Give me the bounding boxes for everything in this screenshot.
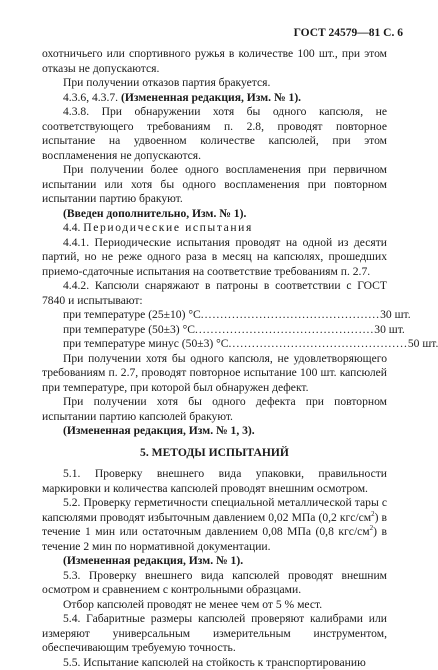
- temperature-row: [42, 337, 387, 352]
- temperature-row: [42, 323, 387, 338]
- subsection-title-4-4: [42, 221, 387, 236]
- section-title: 5. МЕТОДЫ ИСПЫТАНИЙ: [42, 446, 387, 461]
- amendment-note: (Измененная редакция, Изм. № 1, 3).: [42, 424, 387, 439]
- quantity-value: 30 шт.: [374, 323, 405, 338]
- text-run: ) в течение 1 мин или остаточным давлением 0,08 МПа (0,8 кгс/см: [42, 511, 387, 539]
- paragraph-p18: 5.4. Габаритные размеры капсюлей проверяют калибрами или измеряют универсальным измерительным инструментом, обеспечивающим требуемую точность.: [42, 612, 387, 656]
- amendment-note: (Введен дополнительно, Изм. № 1).: [42, 207, 387, 222]
- paragraph-p1: охотничьего или спортивного ружья в количестве 100 шт., при этом отказы не допускаются.: [42, 47, 387, 76]
- subsection-heading: Периодические испытания: [83, 221, 253, 234]
- paragraph-p11: При получении хотя бы одного дефекта при повторном испытании партию капсюлей бракуют.: [42, 395, 387, 424]
- leader-dots: ..............................................: [229, 337, 408, 352]
- paragraph-p17: Отбор капсюлей проводят не менее чем от 5 % мест.: [42, 598, 387, 613]
- text-run: ) в течение 2 мин по нормативной документации.: [42, 525, 387, 553]
- page-header: ГОСТ 24579—81 С. 6: [294, 27, 403, 39]
- superscript: 2: [371, 510, 375, 518]
- paragraph-p8: 4.4.1. Периодические испытания проводят на одной из десяти партий, но не реже одного раза в месяц на капсюлях, прошедших приемо-сдаточные испытания на соответствие требованиям п. 2.7.: [42, 236, 387, 280]
- paragraph-p4: 4.3.8. При обнаружении хотя бы одного капсюля, не соответствующего требованиям п. 2.8, проводят повторное испытание на удвоенном количестве капсюлей, при этом воспламенения не допускаются.: [42, 105, 387, 163]
- temperature-row: [42, 308, 387, 323]
- quantity-value: 50 шт.: [408, 337, 438, 352]
- paragraph-p9: 4.4.2. Капсюли снаряжают в патроны в соответствии с ГОСТ 7840 и испытывают:: [42, 279, 387, 308]
- subsection-number: 4.4.: [63, 221, 80, 234]
- quantity-value: 30 шт.: [380, 308, 411, 323]
- paragraph-p19: 5.5. Испытание капсюлей на стойкость к транспортированию: [42, 656, 387, 670]
- leader-dots: ..............................................: [201, 308, 380, 323]
- temperature-label: при температуре (50±3) °С: [63, 323, 195, 338]
- paragraph-p3: [42, 91, 387, 106]
- document-body: [42, 47, 387, 670]
- paragraph-p16: 5.3. Проверку внешнего вида капсюлей проводят внешним осмотром и сравнением с контрольными образцами.: [42, 569, 387, 598]
- paragraph-p2: При получении отказов партия бракуется.: [42, 76, 387, 91]
- clause-ref: 4.3.6, 4.3.7.: [63, 91, 118, 104]
- temperature-label: при температуре минус (50±3) °С: [63, 337, 229, 352]
- amendment-note: (Измененная редакция, Изм. № 1).: [42, 554, 387, 569]
- paragraph-p10: При получении хотя бы одного капсюля, не удовлетворяющего требованиям п. 2.7, проводят повторное испытание 100 шт. капсюлей при температуре, при которой был обнаружен дефект.: [42, 352, 387, 396]
- paragraph-p14: [42, 496, 387, 554]
- temperature-label: при температуре (25±10) °С: [63, 308, 201, 323]
- text-run: 5.2. Проверку герметичности специальной металлической тары с капсюлями проводят избыточным давлением 0,02 МПа (0,2 кгс/см: [42, 496, 387, 524]
- leader-dots: ..............................................: [195, 323, 374, 338]
- paragraph-p13: 5.1. Проверку внешнего вида упаковки, правильности маркировки и количества капсюлей проводят внешним осмотром.: [42, 467, 387, 496]
- superscript: 2: [370, 524, 374, 532]
- paragraph-p5: При получении более одного воспламенения при первичном испытании или хотя бы одного воспламенения при повторном испытании партию бракуют.: [42, 163, 387, 207]
- amendment-note: (Измененная редакция, Изм. № 1).: [121, 91, 301, 104]
